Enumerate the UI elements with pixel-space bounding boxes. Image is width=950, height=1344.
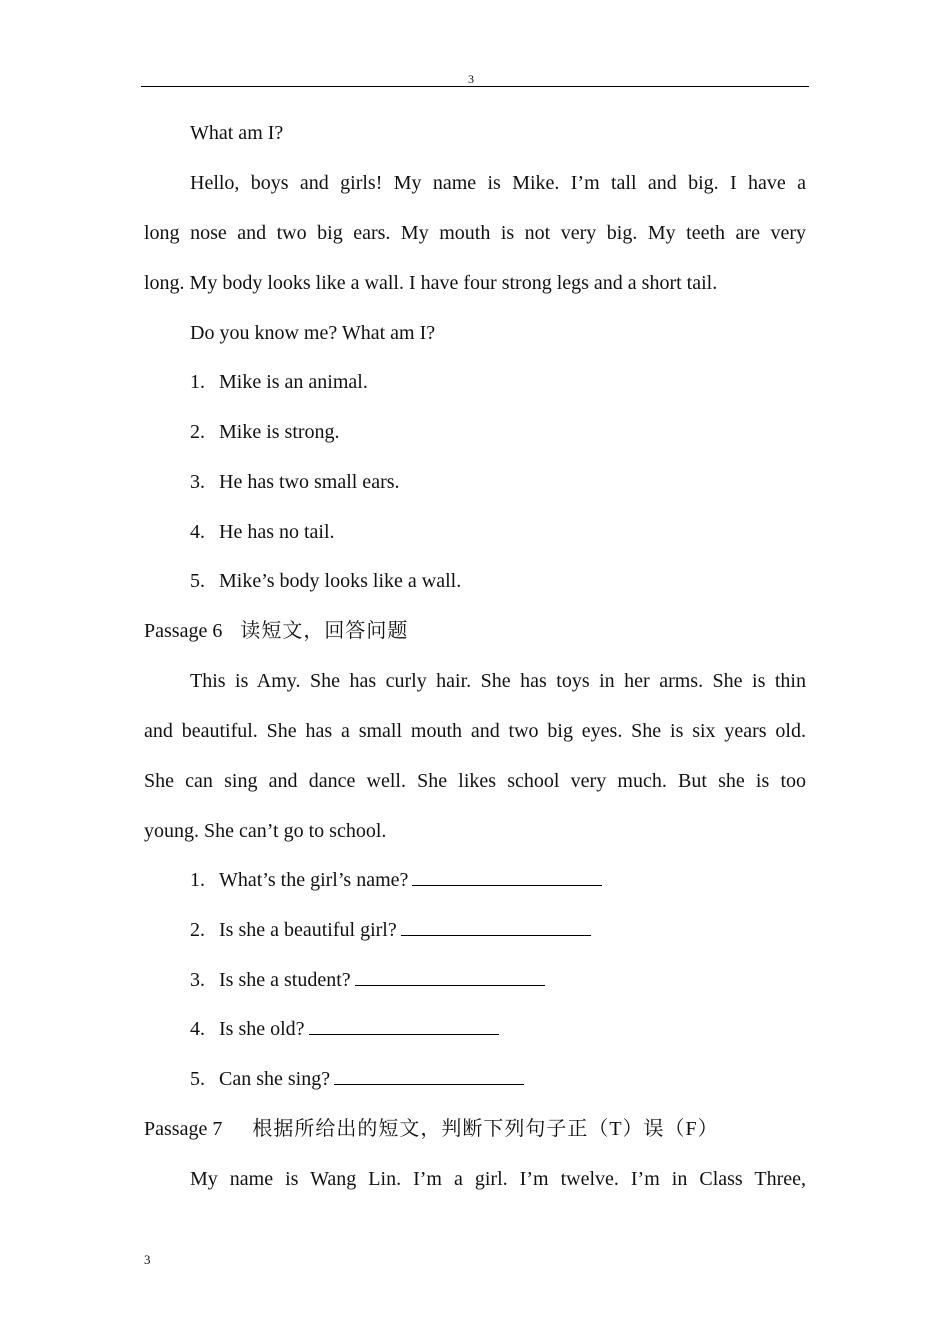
question-item	[190, 967, 806, 993]
passage6-body-line-1: This is Amy. She has curly hair. She has toys in her arms. She is thin	[190, 670, 806, 692]
passage5-title: What am I?	[190, 122, 284, 144]
item-number: 4.	[190, 521, 205, 543]
item-text: Mike is strong.	[219, 421, 340, 443]
list-item	[190, 469, 806, 495]
header-rule	[141, 86, 809, 87]
item-number: 5.	[190, 1068, 205, 1090]
item-number: 4.	[190, 1018, 205, 1040]
list-item	[190, 568, 806, 594]
passage7-body-line-1: My name is Wang Lin. I’m a girl. I’m twelve. I’m in Class Three,	[190, 1168, 806, 1190]
passage6-body-line-3: She can sing and dance well. She likes school very much. But she is too	[144, 770, 806, 792]
item-number: 1.	[190, 869, 205, 891]
item-text: He has no tail.	[219, 521, 335, 543]
passage5-body-line-3: long. My body looks like a wall. I have four strong legs and a short tail.	[144, 272, 718, 294]
passage7-instruction: 根据所给出的短文，判断下列句子正（T）误（F）	[252, 1118, 719, 1140]
item-number: 2.	[190, 421, 205, 443]
item-text: Mike is an animal.	[219, 371, 368, 393]
list-item	[190, 419, 806, 445]
question-item	[190, 867, 806, 893]
passage7-heading	[144, 1116, 806, 1142]
passage6-body-line-4: young. She can’t go to school.	[144, 820, 387, 842]
item-text: What’s the girl’s name?	[219, 869, 409, 891]
item-text: Is she a student?	[219, 969, 351, 991]
question-item	[190, 1066, 806, 1092]
passage7-label: Passage 7	[144, 1118, 223, 1140]
list-item	[190, 369, 806, 395]
item-number: 3.	[190, 471, 205, 493]
answer-blank[interactable]	[401, 917, 591, 936]
passage5-body-line-1: Hello, boys and girls! My name is Mike. I’m tall and big. I have a	[190, 172, 806, 194]
passage6-body-line-2: and beautiful. She has a small mouth and two big eyes. She is six years old.	[144, 720, 806, 742]
question-item	[190, 1016, 806, 1042]
item-text: He has two small ears.	[219, 471, 400, 493]
item-text: Mike’s body looks like a wall.	[219, 570, 462, 592]
passage6-label: Passage 6	[144, 620, 223, 642]
passage6-instruction: 读短文，回答问题	[240, 620, 409, 642]
question-item	[190, 917, 806, 943]
list-item	[190, 519, 806, 545]
item-text: Can she sing?	[219, 1068, 331, 1090]
passage5-question: Do you know me? What am I?	[190, 322, 436, 344]
item-number: 3.	[190, 969, 205, 991]
answer-blank[interactable]	[334, 1066, 524, 1085]
item-text: Is she a beautiful girl?	[219, 919, 397, 941]
item-number: 1.	[190, 371, 205, 393]
item-number: 5.	[190, 570, 205, 592]
answer-blank[interactable]	[309, 1016, 499, 1035]
item-number: 2.	[190, 919, 205, 941]
answer-blank[interactable]	[355, 967, 545, 986]
answer-blank[interactable]	[412, 867, 602, 886]
footer-page-number: 3	[144, 1252, 151, 1267]
passage6-heading	[144, 618, 806, 644]
header-page-number: 3	[468, 72, 474, 86]
passage5-body-line-2: long nose and two big ears. My mouth is not very big. My teeth are very	[144, 222, 806, 244]
item-text: Is she old?	[219, 1018, 305, 1040]
